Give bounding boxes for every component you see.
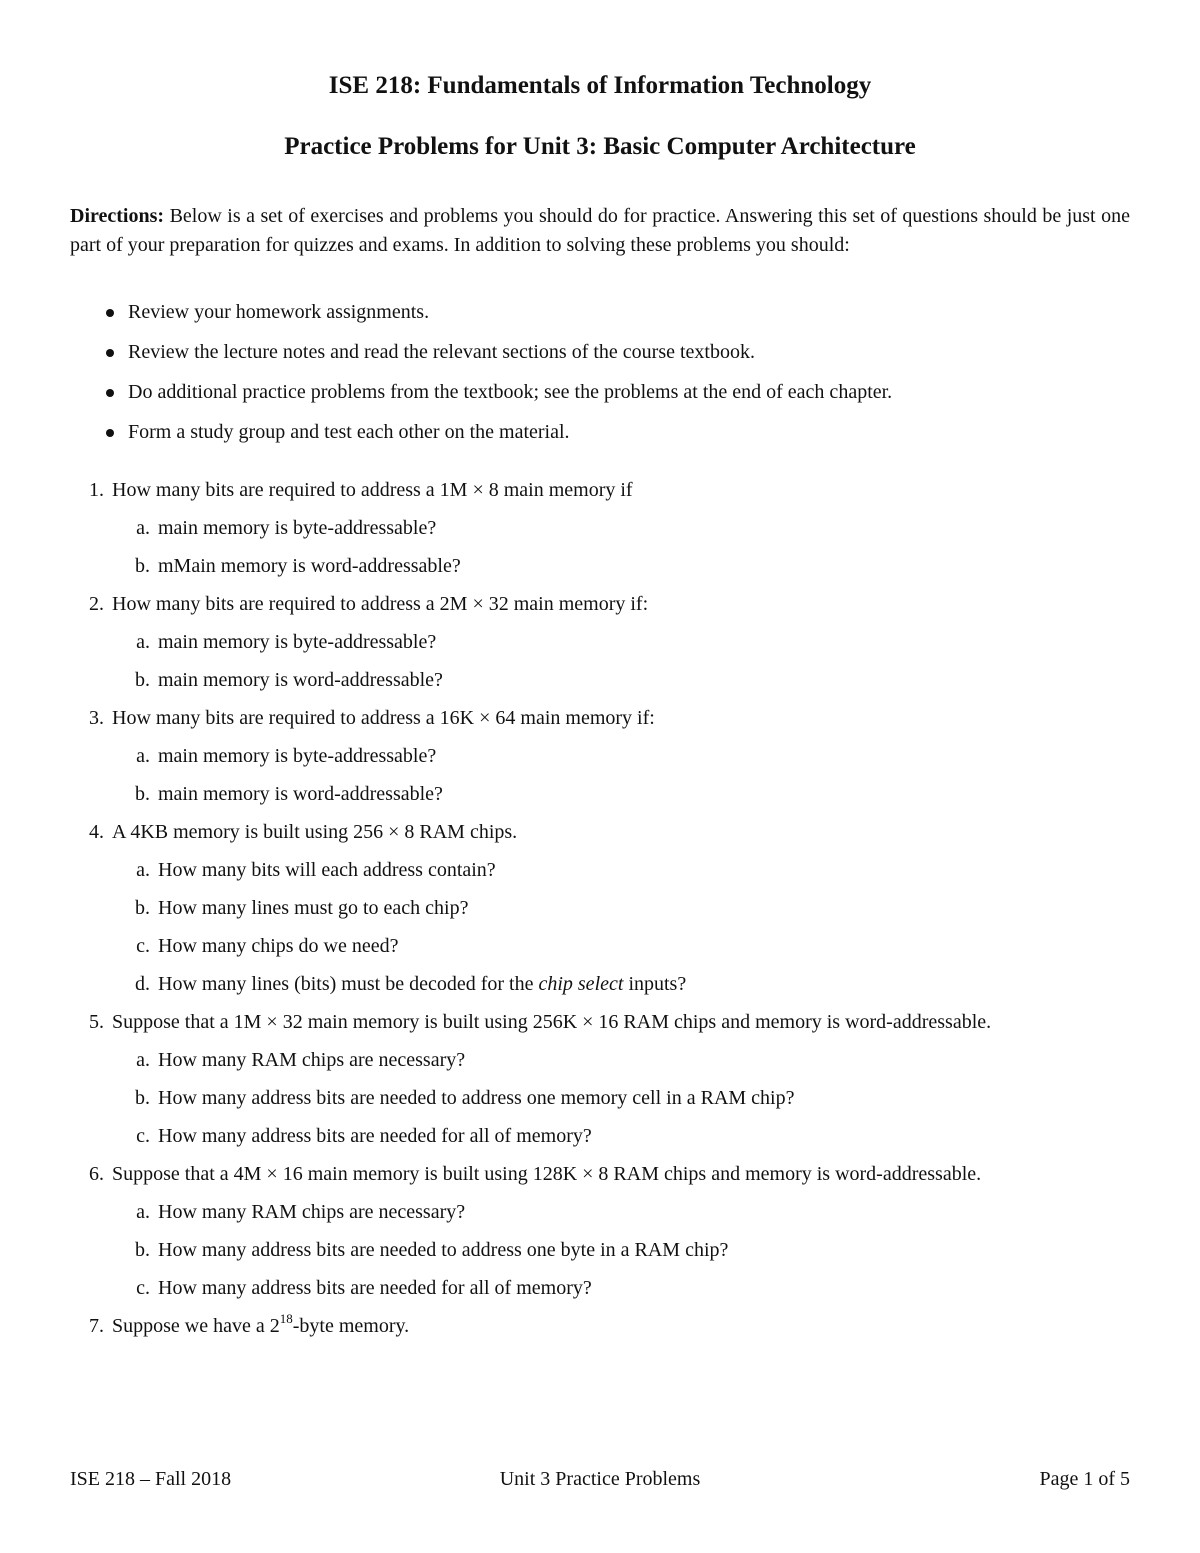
- document-title: ISE 218: Fundamentals of Information Technology: [328, 72, 872, 99]
- question-4: [70, 818, 1132, 998]
- subquestion: [112, 742, 1132, 780]
- subquestion-text: main memory is word-addressable?: [158, 669, 443, 691]
- subquestion-letter: b.: [135, 669, 150, 691]
- subquestion-letter: b.: [135, 897, 150, 919]
- question-7: [70, 1312, 1132, 1340]
- subquestion: [112, 1274, 1132, 1302]
- question-text-pre: Suppose we have a 2: [112, 1315, 280, 1337]
- question-number: 7.: [89, 1315, 104, 1337]
- directions-paragraph: [70, 202, 1130, 260]
- question-text-post: -byte memory.: [292, 1315, 410, 1337]
- subquestion-letter: c.: [136, 1125, 150, 1147]
- subquestion: [112, 932, 1132, 970]
- bullet-icon: [106, 389, 114, 397]
- bullet-icon: [106, 309, 114, 317]
- subquestion-letter: b.: [135, 1239, 150, 1261]
- question-text: How many bits are required to address a 16K × 64 main memory if:: [112, 707, 655, 729]
- question-6: [70, 1160, 1132, 1302]
- subquestion-text: mMain memory is word-addressable?: [158, 555, 461, 577]
- subquestion-letter: a.: [136, 1201, 150, 1223]
- subquestion: [112, 1198, 1132, 1236]
- question-number: 3.: [89, 707, 104, 729]
- question-text: How many bits are required to address a 2M × 32 main memory if:: [112, 593, 649, 615]
- subquestion-text: How many address bits are needed for all of memory?: [158, 1277, 592, 1299]
- bullet-icon: [106, 349, 114, 357]
- footer-page-number: Page 1 of 5: [1039, 1468, 1130, 1490]
- footer-title: Unit 3 Practice Problems: [499, 1468, 701, 1490]
- question-number: 2.: [89, 593, 104, 615]
- subquestion-text: How many bits will each address contain?: [158, 859, 496, 881]
- subquestion: [112, 514, 1132, 552]
- subquestion-text: main memory is word-addressable?: [158, 783, 443, 805]
- question-number: 1.: [89, 479, 104, 501]
- subquestion-emphasis: chip select: [538, 973, 624, 995]
- subquestion-text: How many RAM chips are necessary?: [158, 1201, 466, 1223]
- subquestion-letter: b.: [135, 783, 150, 805]
- advice-text: Review your homework assignments.: [128, 301, 430, 323]
- subquestion: [112, 780, 1132, 808]
- subquestion: [112, 552, 1132, 580]
- subquestion-text: main memory is byte-addressable?: [158, 745, 437, 767]
- subquestion-letter: d.: [135, 973, 150, 995]
- subquestion-text-post: inputs?: [623, 973, 687, 995]
- subquestion: [112, 628, 1132, 666]
- subquestion-text: How many address bits are needed to address one memory cell in a RAM chip?: [158, 1087, 795, 1109]
- directions-label: Directions:: [70, 205, 165, 227]
- subquestion-letter: b.: [135, 1087, 150, 1109]
- advice-list: [70, 298, 1130, 458]
- question-2: [70, 590, 1132, 694]
- question-1: [70, 476, 1132, 580]
- subquestion-text: How many address bits are needed for all of memory?: [158, 1125, 592, 1147]
- subquestion-letter: b.: [135, 555, 150, 577]
- subquestion: [112, 1122, 1132, 1150]
- subquestion-letter: a.: [136, 631, 150, 653]
- subquestion-list: [112, 1046, 1132, 1150]
- subquestion: [112, 856, 1132, 894]
- footer-course: ISE 218 – Fall 2018: [70, 1468, 232, 1490]
- advice-text: Review the lecture notes and read the relevant sections of the course textbook.: [128, 341, 755, 363]
- subquestion-text: main memory is byte-addressable?: [158, 631, 437, 653]
- subquestion-text: main memory is byte-addressable?: [158, 517, 437, 539]
- subquestion-letter: a.: [136, 1049, 150, 1071]
- subquestion-letter: c.: [136, 1277, 150, 1299]
- question-text: Suppose that a 1M × 32 main memory is built using 256K × 16 RAM chips and memory is word-addressable.: [112, 1011, 992, 1033]
- document-subtitle: Practice Problems for Unit 3: Basic Computer Architecture: [284, 133, 916, 160]
- question-exponent: 18: [279, 1311, 293, 1327]
- subquestion: [112, 894, 1132, 932]
- subquestion: [112, 1046, 1132, 1084]
- directions-text: Below is a set of exercises and problems you should do for practice. Answering this set of questions should be just one part of your preparation for quizzes and exams. In addition to solving these problems you should:: [70, 205, 1130, 256]
- question-3: [70, 704, 1132, 808]
- subquestion: [112, 1236, 1132, 1274]
- advice-item: [70, 298, 1130, 338]
- subquestion-letter: a.: [136, 859, 150, 881]
- subquestion-list: [112, 514, 1132, 580]
- subquestion-list: [112, 856, 1132, 998]
- advice-item: [70, 418, 1130, 458]
- question-number: 6.: [89, 1163, 104, 1185]
- subquestion-list: [112, 1198, 1132, 1302]
- subquestion: [112, 666, 1132, 694]
- question-number: 5.: [89, 1011, 104, 1033]
- question-list: [70, 476, 1132, 1350]
- bullet-icon: [106, 429, 114, 437]
- question-text: Suppose that a 4M × 16 main memory is built using 128K × 8 RAM chips and memory is word-addressable.: [112, 1163, 982, 1185]
- subquestion-letter: a.: [136, 517, 150, 539]
- subquestion-letter: c.: [136, 935, 150, 957]
- subquestion-list: [112, 628, 1132, 694]
- subquestion-text: How many address bits are needed to address one byte in a RAM chip?: [158, 1239, 729, 1261]
- subquestion-text: How many lines must go to each chip?: [158, 897, 469, 919]
- advice-text: Do additional practice problems from the textbook; see the problems at the end of each chapter.: [128, 381, 893, 403]
- subquestion-list: [112, 742, 1132, 808]
- advice-item: [70, 338, 1130, 378]
- subquestion-text: How many RAM chips are necessary?: [158, 1049, 466, 1071]
- question-text: A 4KB memory is built using 256 × 8 RAM chips.: [112, 821, 518, 843]
- subquestion-letter: a.: [136, 745, 150, 767]
- subquestion-text-pre: How many lines (bits) must be decoded for the: [158, 973, 539, 995]
- advice-item: [70, 378, 1130, 418]
- question-5: [70, 1008, 1132, 1150]
- question-number: 4.: [89, 821, 104, 843]
- advice-text: Form a study group and test each other on the material.: [128, 421, 570, 443]
- subquestion: [112, 1084, 1132, 1122]
- question-text: How many bits are required to address a 1M × 8 main memory if: [112, 479, 633, 501]
- subquestion-text: How many chips do we need?: [158, 935, 399, 957]
- subquestion: [112, 970, 1132, 998]
